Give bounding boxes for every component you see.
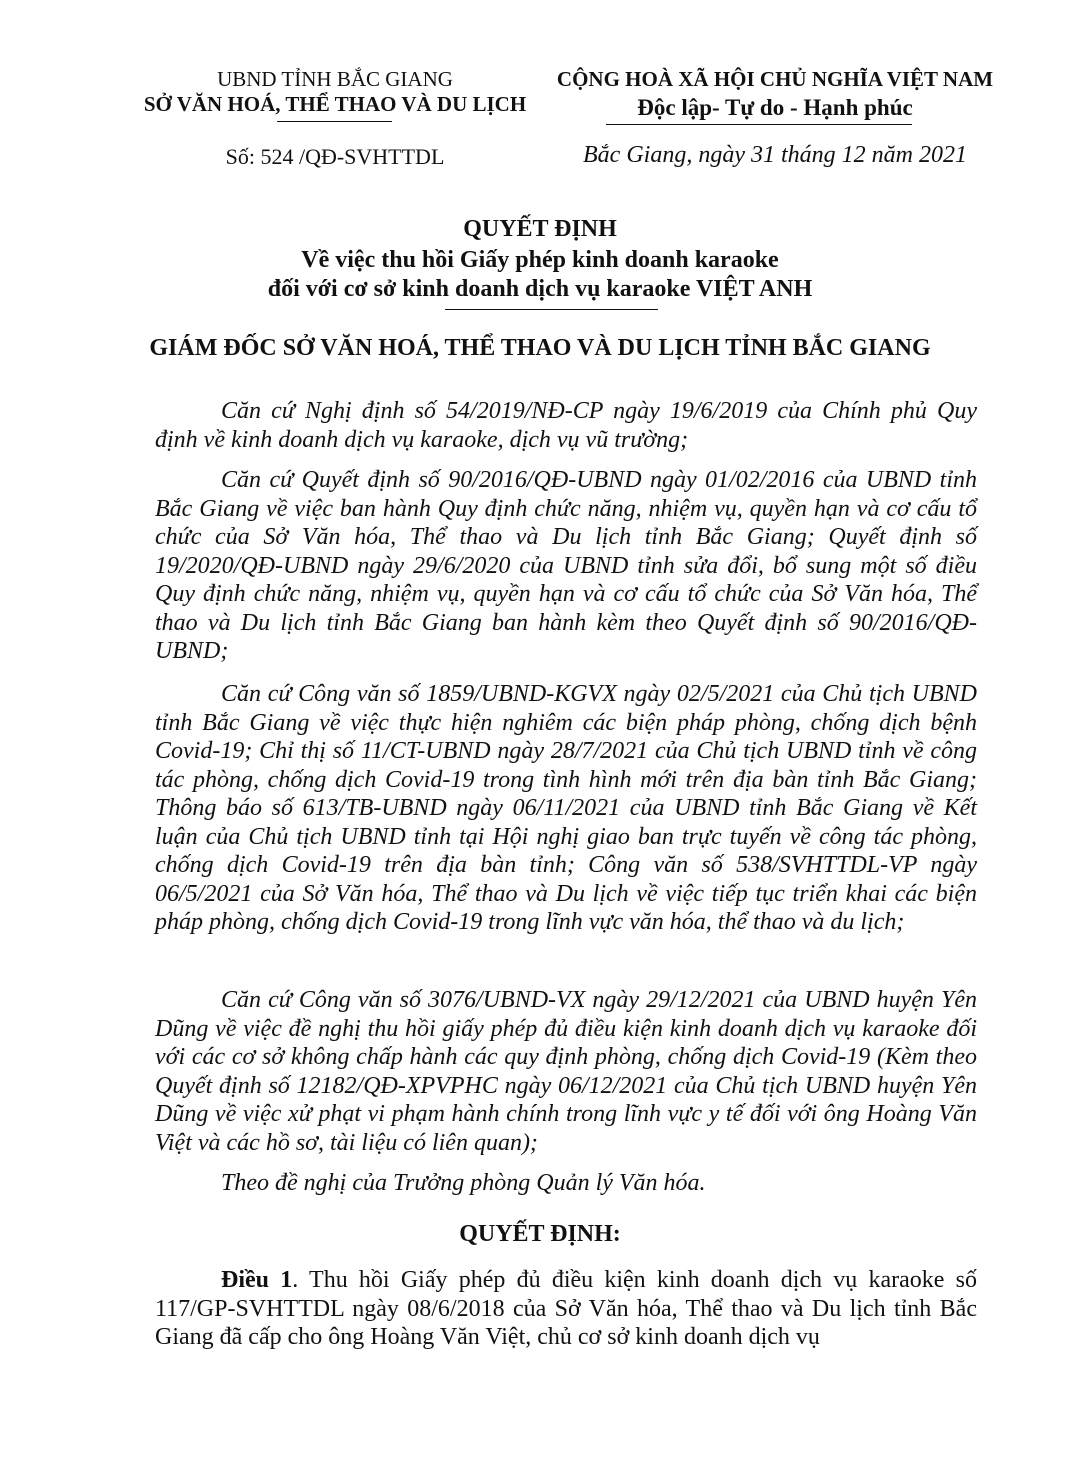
basis-paragraph-5: Theo đề nghị của Trưởng phòng Quản lý Văn hóa.	[221, 1170, 706, 1196]
org-name: SỞ VĂN HOÁ, THỂ THAO VÀ DU LỊCH	[143, 92, 527, 116]
basis-paragraph-4: Căn cứ Công văn số 3076/UBND-VX ngày 29/12/2021 của UBND huyện Yên Dũng về việc đề nghị thu hồi giấy phép đủ điều kiện kinh doanh dịch vụ karaoke đối với các cơ sở không chấp hành các quy định phòng, chống dịch Covid-19 (Kèm theo Quyết định số 12182/QĐ-XPVPHC ngày 06/12/2021 của Chủ tịch UBND huyện Yên Dũng về việc xử phạt vi phạm hành chính trong lĩnh vực y tế đối với ông Hoàng Văn Việt và các hồ sơ, tài liệu có liên quan);	[155, 987, 977, 1156]
article-1-label: Điều 1	[221, 1267, 293, 1293]
motto-underline	[606, 124, 912, 125]
org-parent: UBND TỈNH BẮC GIANG	[217, 67, 453, 91]
subject-line-1: Về việc thu hồi Giấy phép kinh doanh karaoke	[301, 247, 779, 273]
doc-number: Số: 524 /QĐ-SVHTTDL	[225, 144, 445, 169]
article-1-text: . Thu hồi Giấy phép đủ điều kiện kinh doanh dịch vụ karaoke số 117/GP-SVHTTDL ngày 08/6/2018 của Sở Văn hóa, Thể thao và Du lịch tỉnh Bắc Giang đã cấp cho ông Hoàng Văn Việt, chủ cơ sở kinh doanh dịch vụ	[155, 1267, 977, 1350]
motto: Độc lập- Tự do - Hạnh phúc	[637, 95, 913, 120]
doc-type-title: QUYẾT ĐỊNH	[463, 216, 617, 242]
org-name-underline	[277, 121, 392, 122]
national-title: CỘNG HOÀ XÃ HỘI CHỦ NGHĨA VIỆT NAM	[556, 67, 994, 91]
place-date: Bắc Giang, ngày 31 tháng 12 năm 2021	[583, 142, 967, 168]
subject-line-2: đối với cơ sở kinh doanh dịch vụ karaoke VIỆT ANH	[267, 276, 813, 302]
decision-heading: QUYẾT ĐỊNH:	[459, 1221, 621, 1247]
article-1	[155, 1266, 977, 1352]
basis-paragraph-2: Căn cứ Quyết định số 90/2016/QĐ-UBND ngày 01/02/2016 của UBND tỉnh Bắc Giang về việc ban hành Quy định chức năng, nhiệm vụ, quyền hạn và cơ cấu tổ chức của Sở Văn hóa, Thể thao và Du lịch tỉnh Bắc Giang; Quyết định số 19/2020/QĐ-UBND ngày 29/6/2020 của UBND tỉnh sửa đổi, bổ sung một số điều Quy định chức năng, nhiệm vụ, quyền hạn và cơ cấu tổ chức của Sở Văn hóa, Thể thao và Du lịch tỉnh Bắc Giang ban hành kèm theo Quyết định số 90/2016/QĐ-UBND;	[155, 467, 977, 664]
basis-paragraph-1: Căn cứ Nghị định số 54/2019/NĐ-CP ngày 19/6/2019 của Chính phủ Quy định về kinh doanh dịch vụ karaoke, dịch vụ vũ trường;	[155, 398, 977, 453]
subject-underline	[445, 309, 658, 310]
authority-title: GIÁM ĐỐC SỞ VĂN HOÁ, THỂ THAO VÀ DU LỊCH TỈNH BẮC GIANG	[149, 335, 931, 361]
basis-paragraph-3: Căn cứ Công văn số 1859/UBND-KGVX ngày 02/5/2021 của Chủ tịch UBND tỉnh Bắc Giang về việc thực hiện nghiêm các biện pháp phòng, chống dịch bệnh Covid-19; Chỉ thị số 11/CT-UBND ngày 28/7/2021 của Chủ tịch UBND tỉnh về công tác phòng, chống dịch Covid-19 trong tình hình mới trên địa bàn tỉnh Bắc Giang; Thông báo số 613/TB-UBND ngày 06/11/2021 của UBND tỉnh Bắc Giang về Kết luận của Chủ tịch UBND tỉnh tại Hội nghị giao ban trực tuyến về công tác phòng, chống dịch Covid-19 trên địa bàn tỉnh; Công văn số 538/SVHTTDL-VP ngày 06/5/2021 của Sở Văn hóa, Thể thao và Du lịch về việc tiếp tục triển khai các biện pháp phòng, chống dịch Covid-19 trong lĩnh vực văn hóa, thể thao và du lịch;	[155, 681, 977, 935]
